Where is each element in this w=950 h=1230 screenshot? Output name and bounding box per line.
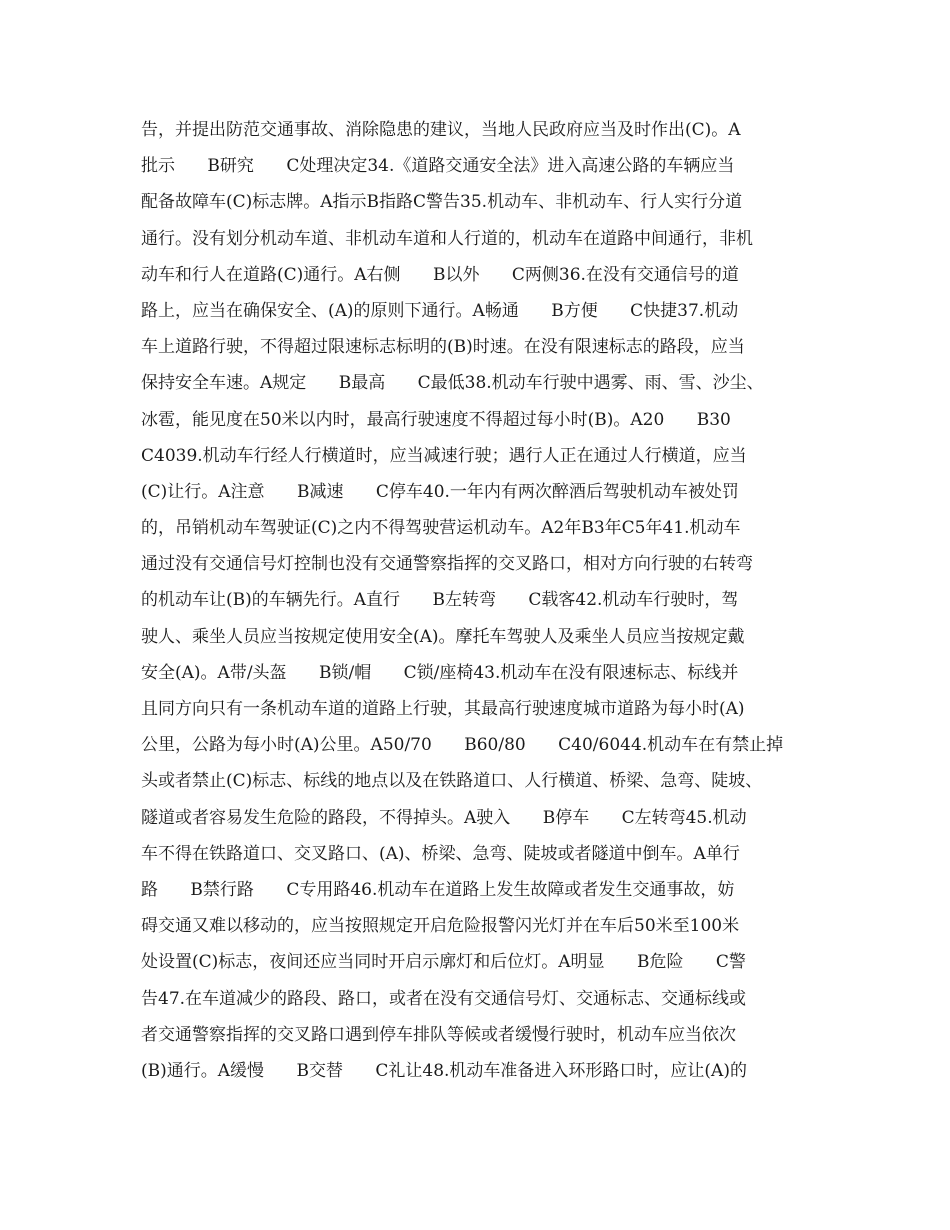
text-line: 者交通警察指挥的交叉路口遇到停车排队等候或者缓慢行驶时，机动车应当依次 (141, 1024, 736, 1045)
text-line: 的机动车让(B)的车辆先行。A直行 B左转弯 C载客42.机动车行驶时，驾 (141, 590, 739, 611)
text-line: 路 B禁行路 C专用路46.机动车在道路上发生故障或者发生交通事故，妨 (141, 879, 735, 900)
text-line: (C)让行。A注意 B减速 C停车40.一年内有两次醉酒后驾驶机动车被处罚 (141, 481, 739, 502)
text-line: 通行。没有划分机动车道、非机动车道和人行道的，机动车在道路中间通行，非机 (141, 228, 753, 249)
text-line: (B)通行。A缓慢 B交替 C礼让48.机动车准备进入环形路口时，应让(A)的 (141, 1060, 747, 1081)
text-line: 通过没有交通信号灯控制也没有交通警察指挥的交叉路口，相对方向行驶的右转弯 (141, 554, 753, 575)
text-line: 公里，公路为每小时(A)公里。A50/70 B60/80 C40/6044.机动车在有禁止掉 (141, 735, 784, 756)
text-line: 动车和行人在道路(C)通行。A右侧 B以外 C两侧36.在没有交通信号的道 (141, 264, 739, 285)
text-line: 车上道路行驶，不得超过限速标志标明的(B)时速。在没有限速标志的路段，应当 (141, 337, 745, 358)
text-line: 冰雹，能见度在50米以内时，最高行驶速度不得超过每小时(B)。A20 B30 (141, 409, 731, 430)
text-line: 告，并提出防范交通事故、消除隐患的建议，当地人民政府应当及时作出(C)。A (141, 120, 741, 140)
text-line: 处设置(C)标志，夜间还应当同时开启示廓灯和后位灯。A明显 B危险 C警 (141, 952, 746, 973)
text-line: 碍交通又难以移动的，应当按照规定开启危险报警闪光灯并在车后50米至100米 (141, 916, 740, 937)
text-line: 车不得在铁路道口、交叉路口、(A)、桥梁、急弯、陡坡或者隧道中倒车。A单行 (141, 843, 740, 864)
text-line: 保持安全车速。A规定 B最高 C最低38.机动车行驶中遇雾、雨、雪、沙尘、 (141, 373, 764, 394)
text-line: 隧道或者容易发生危险的路段，不得掉头。A驶入 B停车 C左转弯45.机动 (141, 807, 747, 828)
text-line: 安全(A)。A带/头盔 B锁/帽 C锁/座椅43.机动车在没有限速标志、标线并 (141, 662, 739, 683)
text-line: 且同方向只有一条机动车道的道路上行驶，其最高行驶速度城市道路为每小时(A) (141, 699, 745, 719)
text-line: 路上，应当在确保安全、(A)的原则下通行。A畅通 B方便 C快捷37.机动 (141, 300, 739, 321)
text-line: C4039.机动车行经人行横道时，应当减速行驶；遇行人正在通过人行横道，应当 (141, 445, 747, 466)
text-line: 告47.在车道减少的路段、路口，或者在没有交通信号灯、交通标志、交通标线或 (141, 988, 747, 1009)
body-text (141, 117, 821, 1094)
text-line: 批示 B研究 C处理决定34.《道路交通安全法》进入高速公路的车辆应当 (141, 156, 735, 177)
text-line: 头或者禁止(C)标志、标线的地点以及在铁路道口、人行横道、桥梁、急弯、陡坡、 (141, 771, 763, 792)
text-line: 驶人、乘坐人员应当按规定使用安全(A)。摩托车驾驶人及乘坐人员应当按规定戴 (141, 626, 745, 647)
text-line: 配备故障车(C)标志牌。A指示B指路C警告35.机动车、非机动车、行人实行分道 (141, 192, 743, 213)
text-line: 的，吊销机动车驾驶证(C)之内不得驾驶营运机动车。A2年B3年C5年41.机动车 (141, 518, 741, 539)
